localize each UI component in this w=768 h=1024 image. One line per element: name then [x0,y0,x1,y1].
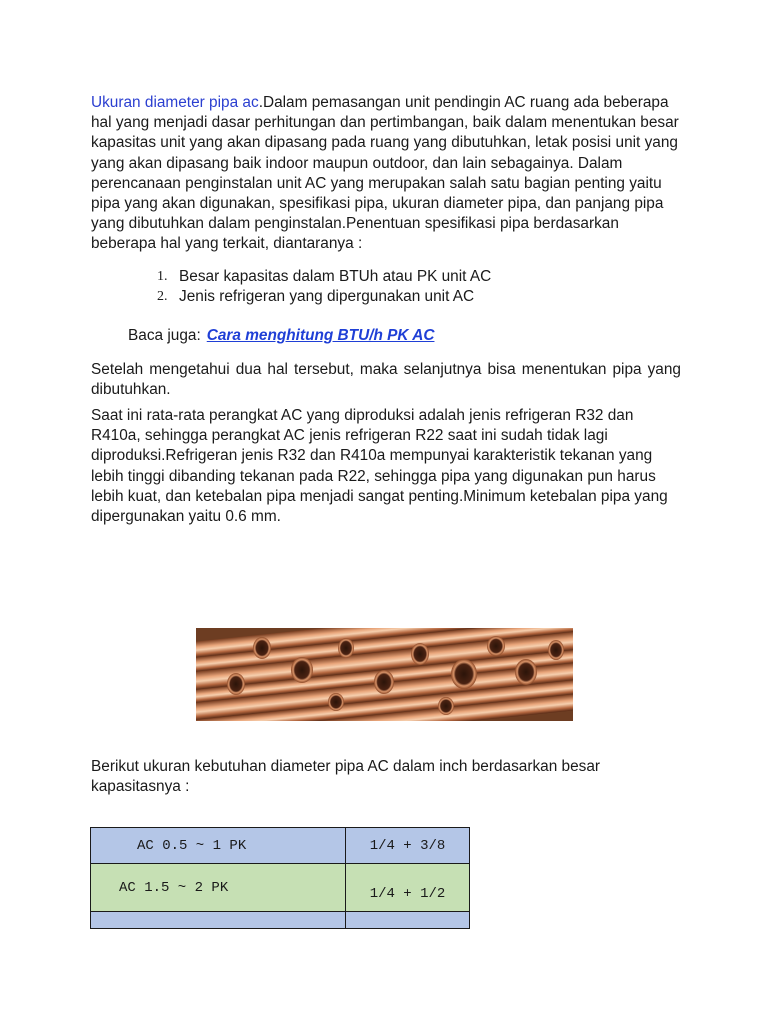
pipe-size-cell [346,912,470,929]
list-text: Jenis refrigeran yang dipergunakan unit AC [179,288,475,306]
intro-text: .Dalam pemasangan unit pendingin AC ruang ada beberapa hal yang menjadi dasar perhitungan dan pertimbangan, baik dalam menentukan besar kapasitas unit yang akan dipasang pada ruang yang dibutuhkan, letak posisi unit yang yang akan dipasang baik indoor maupun outdoor, dan lain sebagainya. Dalam perencanaan penginstalan unit AC yang merupakan salah satu bagian penting yaitu pipa yang akan digunakan, spesifikasi pipa, ukuran diameter pipa, dan panjang pipa yang dibutuhkan dalam penginstalan.Penentuan spesifikasi pipa berdasarkan beberapa hal yang terkait, diantaranya : [91,94,679,253]
paragraph-2: Setelah mengetahui dua hal tersebut, maka selanjutnya bisa menentukan pipa yang dibutuhkan. [91,360,681,398]
capacity-cell [91,912,346,929]
list-number: 2. [157,289,168,305]
capacity-cell: AC 1.5 ~ 2 PK [91,864,346,912]
pipe-size-cell: 1/4 + 1/2 [346,864,470,912]
article-body [91,93,681,527]
read-also [128,326,681,346]
read-also-link[interactable]: Cara menghitung BTU/h PK AC [206,326,435,344]
list-item [157,267,681,288]
table-row [91,864,470,912]
table-intro: Berikut ukuran kebutuhan diameter pipa AC dalam inch berdasarkan besar kapasitasnya : [91,758,601,796]
list-text: Besar kapasitas dalam BTUh atau PK unit AC [179,267,492,285]
table-row [91,828,470,864]
table-row [91,912,470,929]
pipe-size-cell: 1/4 + 3/8 [346,828,470,864]
list-item [157,287,681,308]
read-also-label: Baca juga: [128,326,201,344]
capacity-cell: AC 0.5 ~ 1 PK [91,828,346,864]
intro-paragraph [91,93,681,255]
title-link[interactable]: Ukuran diameter pipa ac [91,94,259,111]
list-number: 1. [157,268,168,284]
paragraph-3: Saat ini rata-rata perangkat AC yang diproduksi adalah jenis refrigeran R32 dan R410a, sehingga perangkat AC jenis refrigeran R22 saat ini sudah tidak lagi diproduksi.Refrigeran jenis R32 dan R410a mempunyai karakteristik tekanan yang lebih tinggi dibanding tekanan pada R22, sehingga pipa yang digunakan pun harus lebih kuat, dan ketebalan pipa menjadi sangat penting.Minimum ketebalan pipa yang dipergunakan yaitu 0.6 mm. [91,407,668,526]
pipe-size-table [90,827,470,929]
copper-pipes-photo [196,628,573,721]
copper-pipes-illustration [196,628,573,721]
requirements-list [91,267,681,308]
